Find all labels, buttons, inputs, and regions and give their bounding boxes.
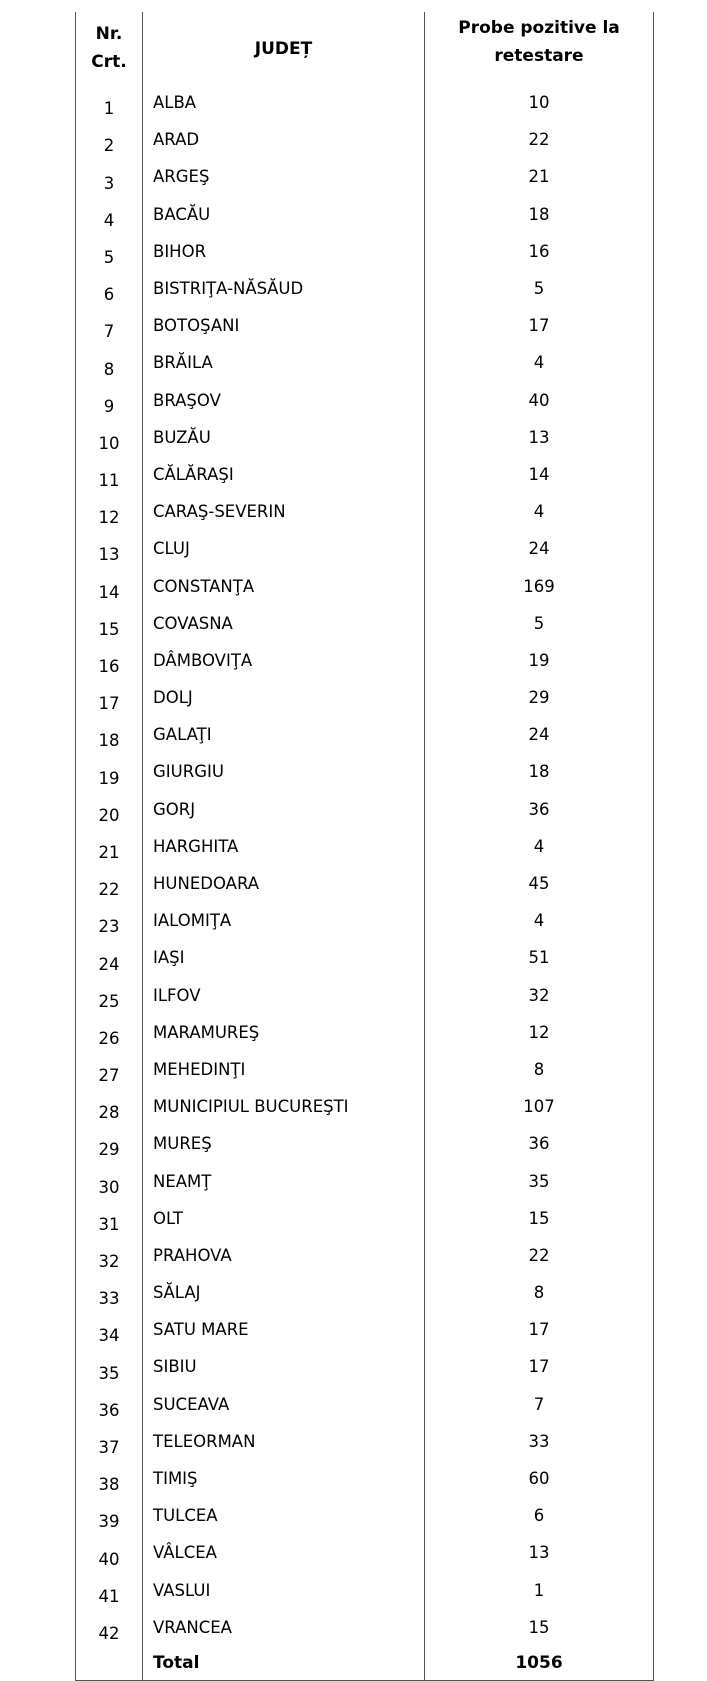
probe-pozitive-cell: 8 [425,1274,654,1311]
probe-pozitive-cell: 36 [425,1125,654,1162]
table-row [76,902,654,939]
probe-pozitive-cell: 22 [425,1237,654,1274]
table-row [76,493,654,530]
probe-pozitive-cell: 32 [425,977,654,1014]
probe-pozitive-cell: 13 [425,419,654,456]
probe-pozitive-cell: 5 [425,270,654,307]
header-probe-pozitive [425,12,654,84]
nr-cell: 34 [76,1311,143,1348]
nr-cell: 35 [76,1348,143,1385]
table-row [76,1014,654,1051]
nr-cell: 40 [76,1534,143,1571]
table-row [76,270,654,307]
table-row [76,1534,654,1571]
total-row [76,1646,654,1681]
header-probe-line-1: Probe pozitive la [458,18,620,38]
table-row [76,679,654,716]
probe-pozitive-cell: 16 [425,233,654,270]
probe-pozitive-cell: 45 [425,865,654,902]
probe-pozitive-cell: 19 [425,642,654,679]
table-body [76,84,654,1646]
judet-cell: MUREŞ [143,1125,425,1162]
table-row [76,753,654,790]
nr-cell: 37 [76,1423,143,1460]
probe-pozitive-cell: 29 [425,679,654,716]
judet-cell: CĂLĂRAŞI [143,456,425,493]
judet-cell: CARAŞ-SEVERIN [143,493,425,530]
nr-cell: 41 [76,1572,143,1609]
judet-cell: BOTOŞANI [143,307,425,344]
table-row [76,716,654,753]
probe-pozitive-cell: 17 [425,1348,654,1385]
judet-cell: OLT [143,1200,425,1237]
judet-cell: DOLJ [143,679,425,716]
table-row [76,456,654,493]
nr-cell: 31 [76,1200,143,1237]
nr-cell: 28 [76,1088,143,1125]
probe-pozitive-cell: 21 [425,158,654,195]
table-row [76,1051,654,1088]
nr-cell: 22 [76,865,143,902]
probe-pozitive-cell: 12 [425,1014,654,1051]
table-row [76,828,654,865]
judet-cell: PRAHOVA [143,1237,425,1274]
table-row [76,642,654,679]
probe-pozitive-cell: 13 [425,1534,654,1571]
nr-cell: 15 [76,605,143,642]
probe-pozitive-cell: 4 [425,828,654,865]
table-row [76,196,654,233]
nr-cell: 13 [76,530,143,567]
table-row [76,1386,654,1423]
table-row [76,1162,654,1199]
nr-cell: 6 [76,270,143,307]
table-row [76,233,654,270]
table-row [76,865,654,902]
judet-cell: HUNEDOARA [143,865,425,902]
table-row [76,1237,654,1274]
judet-cell: MARAMUREŞ [143,1014,425,1051]
nr-cell: 12 [76,493,143,530]
table-row [76,344,654,381]
total-label: Total [143,1646,425,1681]
judet-cell: GIURGIU [143,753,425,790]
nr-cell: 23 [76,902,143,939]
table-row [76,977,654,1014]
judet-cell: SUCEAVA [143,1386,425,1423]
probe-pozitive-cell: 8 [425,1051,654,1088]
judet-cell: CONSTANŢA [143,567,425,604]
judet-cell: BISTRIŢA-NĂSĂUD [143,270,425,307]
nr-cell: 32 [76,1237,143,1274]
header-probe-line-2: retestare [494,46,584,66]
probe-pozitive-cell: 15 [425,1609,654,1646]
header-judet: JUDEȚ [143,12,425,84]
probe-pozitive-cell: 18 [425,753,654,790]
judet-cell: IAŞI [143,939,425,976]
header-nr-crt [76,12,143,84]
judet-cell: DÂMBOVIŢA [143,642,425,679]
judet-cell: BIHOR [143,233,425,270]
table-row [76,307,654,344]
nr-cell: 27 [76,1051,143,1088]
table-row [76,791,654,828]
judet-cell: BRAŞOV [143,382,425,419]
judet-cell: ARAD [143,121,425,158]
nr-cell: 26 [76,1014,143,1051]
table-row [76,567,654,604]
table-row [76,158,654,195]
nr-cell: 16 [76,642,143,679]
table-row [76,84,654,121]
judet-cell: SIBIU [143,1348,425,1385]
probe-pozitive-cell: 10 [425,84,654,121]
nr-cell: 24 [76,939,143,976]
judet-cell: BACĂU [143,196,425,233]
judet-cell: GORJ [143,791,425,828]
judet-cell: MUNICIPIUL BUCUREŞTI [143,1088,425,1125]
probe-pozitive-cell: 1 [425,1572,654,1609]
probe-pozitive-cell: 17 [425,1311,654,1348]
judet-cell: BRĂILA [143,344,425,381]
probe-pozitive-cell: 60 [425,1460,654,1497]
judet-cell: VÂLCEA [143,1534,425,1571]
nr-cell: 5 [76,233,143,270]
judet-cell: ILFOV [143,977,425,1014]
nr-cell: 36 [76,1386,143,1423]
nr-cell: 1 [76,84,143,121]
probe-pozitive-cell: 14 [425,456,654,493]
probe-pozitive-cell: 169 [425,567,654,604]
nr-cell: 10 [76,419,143,456]
judet-cell: VRANCEA [143,1609,425,1646]
nr-cell: 21 [76,828,143,865]
nr-cell: 30 [76,1162,143,1199]
nr-cell: 38 [76,1460,143,1497]
table-row [76,419,654,456]
table-header [76,12,654,84]
judet-cell: VASLUI [143,1572,425,1609]
table-row [76,939,654,976]
table-row [76,605,654,642]
table-row [76,121,654,158]
judet-cell: ARGEŞ [143,158,425,195]
table-row [76,382,654,419]
nr-cell: 20 [76,791,143,828]
probe-pozitive-cell: 22 [425,121,654,158]
probe-pozitive-cell: 4 [425,902,654,939]
header-nr-line-2: Crt. [91,52,127,72]
nr-cell: 42 [76,1609,143,1646]
probe-pozitive-cell: 24 [425,530,654,567]
judet-cell: TULCEA [143,1497,425,1534]
nr-cell: 25 [76,977,143,1014]
judet-cell: COVASNA [143,605,425,642]
probe-pozitive-cell: 6 [425,1497,654,1534]
nr-cell: 33 [76,1274,143,1311]
nr-cell: 29 [76,1125,143,1162]
table-row [76,1200,654,1237]
judet-cell: ALBA [143,84,425,121]
judet-cell: BUZĂU [143,419,425,456]
judet-cell: NEAMŢ [143,1162,425,1199]
table-row [76,1311,654,1348]
judet-cell: SĂLAJ [143,1274,425,1311]
header-row [76,12,654,84]
judet-cell: GALAŢI [143,716,425,753]
probe-pozitive-cell: 35 [425,1162,654,1199]
probe-pozitive-cell: 33 [425,1423,654,1460]
table-row [76,530,654,567]
table-row [76,1274,654,1311]
probe-pozitive-cell: 51 [425,939,654,976]
header-nr-line-1: Nr. [95,24,123,44]
nr-cell: 7 [76,307,143,344]
nr-cell: 17 [76,679,143,716]
probe-pozitive-cell: 18 [425,196,654,233]
nr-cell: 3 [76,158,143,195]
table-row [76,1497,654,1534]
probe-pozitive-cell: 107 [425,1088,654,1125]
probe-pozitive-cell: 36 [425,791,654,828]
judet-cell: SATU MARE [143,1311,425,1348]
probe-pozitive-cell: 15 [425,1200,654,1237]
judet-cell: TIMIŞ [143,1460,425,1497]
table-row [76,1088,654,1125]
probe-pozitive-cell: 4 [425,344,654,381]
judet-cell: HARGHITA [143,828,425,865]
county-positive-retests-table [75,12,654,1681]
judet-cell: MEHEDINŢI [143,1051,425,1088]
judet-cell: IALOMIŢA [143,902,425,939]
judet-cell: CLUJ [143,530,425,567]
total-nr-cell [76,1646,143,1681]
probe-pozitive-cell: 7 [425,1386,654,1423]
nr-cell: 39 [76,1497,143,1534]
table-row [76,1460,654,1497]
nr-cell: 4 [76,196,143,233]
nr-cell: 8 [76,344,143,381]
table-footer [76,1646,654,1681]
nr-cell: 2 [76,121,143,158]
table-row [76,1348,654,1385]
nr-cell: 19 [76,753,143,790]
probe-pozitive-cell: 5 [425,605,654,642]
total-value: 1056 [425,1646,654,1681]
nr-cell: 18 [76,716,143,753]
nr-cell: 11 [76,456,143,493]
table-row [76,1572,654,1609]
judet-cell: TELEORMAN [143,1423,425,1460]
table-row [76,1125,654,1162]
probe-pozitive-cell: 17 [425,307,654,344]
table-row [76,1423,654,1460]
probe-pozitive-cell: 40 [425,382,654,419]
probe-pozitive-cell: 24 [425,716,654,753]
nr-cell: 9 [76,382,143,419]
probe-pozitive-cell: 4 [425,493,654,530]
nr-cell: 14 [76,567,143,604]
table-row [76,1609,654,1646]
